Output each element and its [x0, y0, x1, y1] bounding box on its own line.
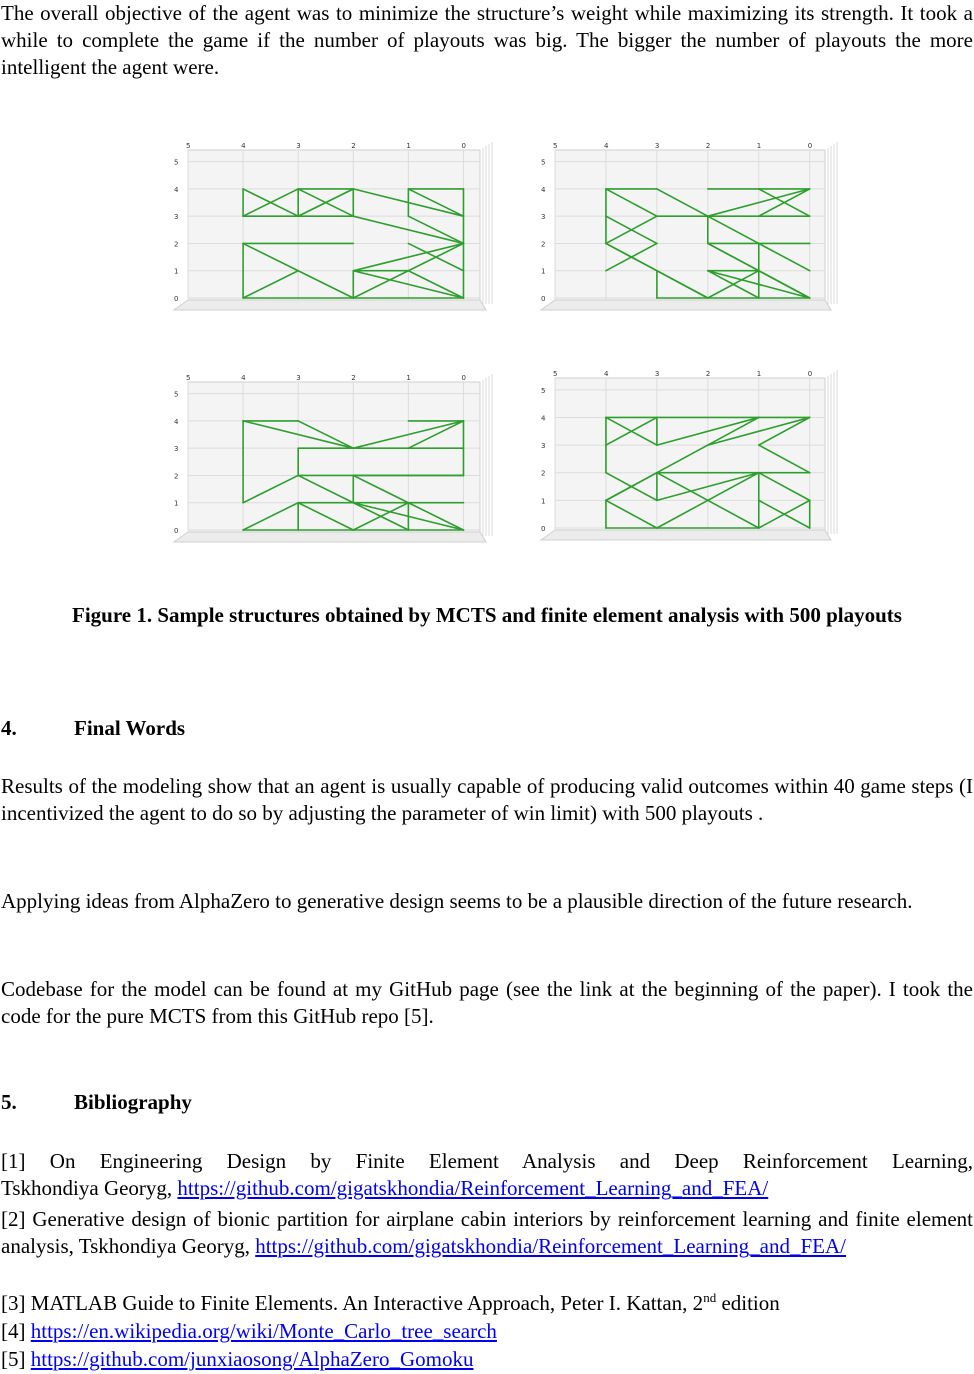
section-4-paragraph-2: Applying ideas from AlphaZero to generative design seems to be a plausible direction of the future research.: [1, 889, 913, 913]
reference-1-link[interactable]: https://github.com/gigatskhondia/Reinforcement_Learning_and_FEA/: [177, 1176, 769, 1200]
x-tick-label: 4: [241, 374, 246, 382]
y-tick-label: 1: [541, 497, 546, 506]
x-tick-label: 2: [705, 370, 711, 378]
x-tick-label: 3: [654, 370, 660, 378]
x-tick-label: 4: [241, 142, 246, 150]
x-tick-label: 0: [807, 142, 813, 150]
y-tick-label: 0: [541, 525, 546, 533]
y-tick-label: 5: [541, 386, 546, 395]
figure-panel-3: [174, 374, 492, 542]
x-tick-label: 3: [296, 142, 301, 150]
x-tick-label: 4: [603, 142, 609, 150]
y-tick-label: 5: [174, 390, 179, 399]
section-5-title: Bibliography: [74, 1090, 192, 1114]
intro-paragraph: The overall objective of the agent was to minimize the structure’s weight while maximizing its strength. It took a while to complete the game if the number of playouts was big. The bigger the number of playouts the more intelligent the agent were.: [1, 1, 973, 79]
reference-2: [1, 1206, 973, 1260]
y-tick-label: 0: [174, 527, 179, 535]
figure-1-image: [0, 120, 974, 570]
figure-panel-2: [541, 142, 837, 310]
section-4-title: Final Words: [74, 716, 186, 740]
reference-4-label: [4]: [1, 1319, 26, 1343]
y-tick-label: 3: [541, 442, 546, 451]
y-tick-label: 0: [174, 295, 179, 303]
reference-1-text-b: Tskhondiya Georyg,: [1, 1176, 173, 1200]
reference-3: [1, 1290, 973, 1317]
x-tick-label: 2: [351, 374, 356, 382]
x-tick-label: 3: [296, 374, 301, 382]
figure-caption: Figure 1. Sample structures obtained by MCTS and finite element analysis with 500 playouts: [72, 603, 902, 627]
x-tick-label: 5: [186, 374, 191, 382]
reference-4-link[interactable]: https://en.wikipedia.org/wiki/Monte_Carlo_tree_search: [30, 1319, 497, 1343]
y-tick-label: 4: [174, 185, 179, 194]
figure-panel-4: [541, 370, 837, 540]
y-tick-label: 3: [541, 213, 546, 222]
reference-2-text-a: Generative design of bionic partition for airplane cabin interiors by reinforcement learning and finite element analysis, Tskhondiya Georyg,: [1, 1207, 974, 1258]
reference-1-label: [1]: [1, 1149, 26, 1173]
x-tick-label: 1: [756, 370, 762, 378]
y-tick-label: 1: [174, 267, 179, 276]
y-tick-label: 2: [541, 240, 546, 249]
reference-4: [1, 1318, 973, 1345]
reference-1: [1, 1148, 973, 1202]
y-tick-label: 5: [541, 158, 546, 167]
reference-5: [1, 1346, 973, 1373]
x-tick-label: 1: [756, 142, 762, 150]
reference-3-text-b: edition: [721, 1291, 780, 1315]
y-tick-label: 2: [174, 472, 179, 481]
y-tick-label: 5: [174, 158, 179, 167]
figure-1: [0, 120, 974, 570]
figure-panel-1: [174, 142, 492, 310]
x-tick-label: 2: [351, 142, 356, 150]
y-tick-label: 4: [541, 185, 546, 194]
reference-5-link[interactable]: https://github.com/junxiaosong/AlphaZero_Gomoku: [30, 1347, 474, 1371]
x-tick-label: 4: [603, 370, 609, 378]
section-5-number: 5.: [1, 1090, 17, 1114]
section-4-number: 4.: [1, 716, 17, 740]
x-tick-label: 2: [705, 142, 711, 150]
y-tick-label: 1: [174, 499, 179, 508]
y-tick-label: 3: [174, 213, 179, 222]
x-tick-label: 5: [186, 142, 191, 150]
y-tick-label: 4: [541, 414, 546, 423]
section-4-heading: [1, 715, 185, 742]
x-tick-label: 0: [461, 374, 466, 382]
x-tick-label: 1: [406, 374, 411, 382]
y-tick-label: 3: [174, 445, 179, 454]
reference-3-superscript: nd: [703, 1290, 717, 1305]
y-tick-label: 2: [174, 240, 179, 249]
reference-1-text-a: On Engineering Design by Finite Element Analysis and Deep Reinforcement Learning,: [49, 1149, 974, 1173]
section-4-paragraph-3: Codebase for the model can be found at my GitHub page (see the link at the beginning of the paper). I took the code for the pure MCTS from this GitHub repo [5].: [1, 977, 973, 1028]
x-tick-label: 1: [406, 142, 411, 150]
section-4-paragraph-1: Results of the modeling show that an agent is usually capable of producing valid outcomes within 40 game steps (I incentivized the agent to do so by adjusting the parameter of win limit) with 500 playouts .: [1, 774, 973, 825]
x-tick-label: 5: [553, 142, 558, 150]
y-tick-label: 2: [541, 469, 546, 478]
x-tick-label: 0: [461, 142, 466, 150]
reference-5-label: [5]: [1, 1347, 26, 1371]
y-tick-label: 1: [541, 267, 546, 276]
x-tick-label: 3: [654, 142, 660, 150]
reference-2-label: [2]: [1, 1207, 26, 1231]
section-5-heading: [1, 1089, 192, 1116]
x-tick-label: 0: [807, 370, 813, 378]
reference-2-link[interactable]: https://github.com/gigatskhondia/Reinforcement_Learning_and_FEA/: [255, 1234, 847, 1258]
y-tick-label: 4: [174, 417, 179, 426]
y-tick-label: 0: [541, 295, 546, 303]
x-tick-label: 5: [553, 370, 558, 378]
reference-3-label: [3]: [1, 1291, 26, 1315]
reference-3-text-a: MATLAB Guide to Finite Elements. An Interactive Approach, Peter I. Kattan, 2: [30, 1291, 704, 1315]
